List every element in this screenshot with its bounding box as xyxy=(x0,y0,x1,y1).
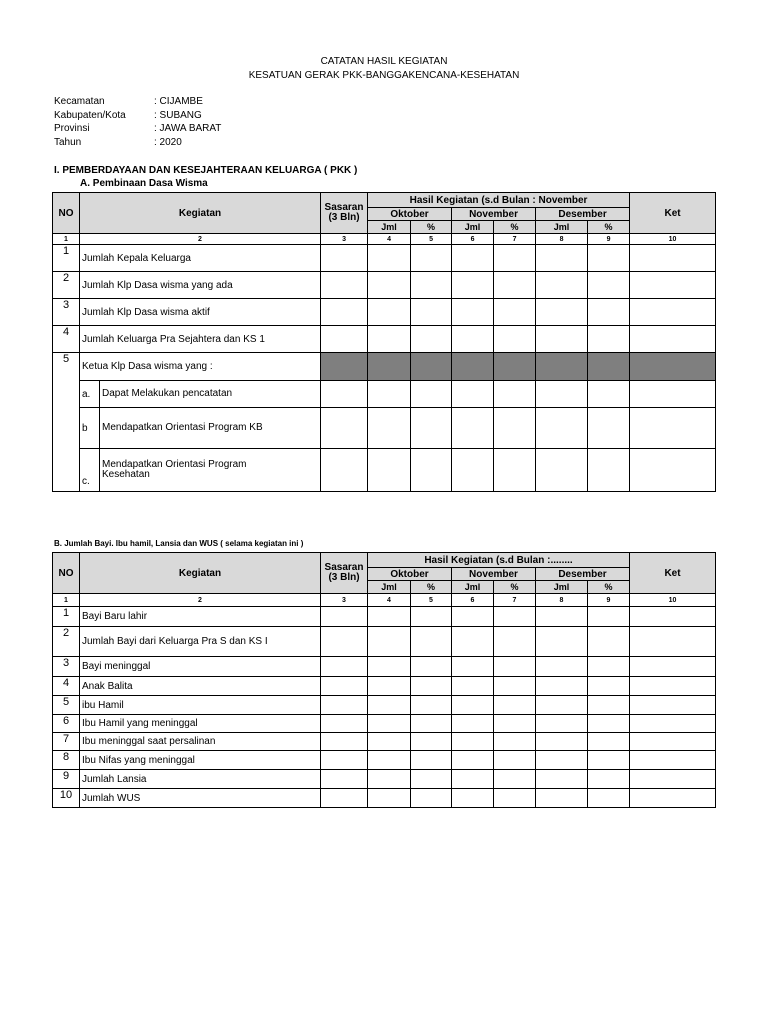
row-kegiatan: ibu Hamil xyxy=(80,696,321,715)
table-row xyxy=(53,627,716,657)
section-i-heading: I. PEMBERDAYAAN DAN KESEJAHTERAAN KELUARGA ( PKK ) xyxy=(54,165,358,176)
header-hasil-kegiatan: Hasil Kegiatan (s.d Bulan :........ xyxy=(368,553,630,568)
table-row xyxy=(53,245,716,272)
subrow-letter: a. xyxy=(80,381,100,408)
section-b-heading: B. Jumlah Bayi. Ibu hamil, Lansia dan WUS ( selama kegiatan ini ) xyxy=(54,539,304,548)
row-kegiatan: Jumlah WUS xyxy=(80,789,321,808)
info-value: : CIJAMBE xyxy=(154,96,203,107)
header-month-november: November xyxy=(452,208,536,221)
column-number: 9 xyxy=(588,234,630,245)
row-number: 5 xyxy=(53,696,80,715)
table-row xyxy=(53,770,716,789)
header-month-desember: Desember xyxy=(536,568,630,581)
column-number: 4 xyxy=(368,234,411,245)
row-number: 2 xyxy=(53,272,80,299)
column-number: 1 xyxy=(53,234,80,245)
row-kegiatan: Ibu Hamil yang meninggal xyxy=(80,715,321,733)
header-month-november: November xyxy=(452,568,536,581)
row-kegiatan: Ketua Klp Dasa wisma yang : xyxy=(80,353,321,381)
header-no: NO xyxy=(53,193,80,234)
header-sasaran: Sasaran (3 Bln) xyxy=(321,553,368,594)
header-percent: % xyxy=(588,221,630,234)
info-label: Tahun xyxy=(54,136,82,148)
row-kegiatan: Jumlah Bayi dari Keluarga Pra S dan KS I xyxy=(80,627,321,657)
info-value: : 2020 xyxy=(154,136,182,148)
column-number: 7 xyxy=(494,594,536,607)
header-percent: % xyxy=(411,581,452,594)
table-subrow xyxy=(53,449,716,492)
row-kegiatan: Ibu meninggal saat persalinan xyxy=(80,733,321,751)
header-sasaran: Sasaran (3 Bln) xyxy=(321,193,368,234)
info-row-kabupaten xyxy=(54,109,354,123)
info-label: Kecamatan xyxy=(54,96,105,107)
row-kegiatan: Ibu Nifas yang meninggal xyxy=(80,751,321,770)
row-kegiatan: Jumlah Kepala Keluarga xyxy=(80,245,321,272)
row-number: 6 xyxy=(53,715,80,733)
header-percent: % xyxy=(494,221,536,234)
subrow-kegiatan: Dapat Melakukan pencatatan xyxy=(100,381,321,408)
document-title: CATATAN HASIL KEGIATAN xyxy=(320,56,448,67)
row-number: 4 xyxy=(53,326,80,353)
column-number: 9 xyxy=(588,594,630,607)
table-row xyxy=(53,715,716,733)
header-percent: % xyxy=(411,221,452,234)
document-subtitle: KESATUAN GERAK PKK-BANGGAKENCANA-KESEHATAN xyxy=(248,70,520,81)
row-number: 8 xyxy=(53,751,80,770)
table-row xyxy=(53,657,716,677)
row-number: 10 xyxy=(53,789,80,808)
header-jml: Jml xyxy=(536,581,588,594)
header-percent: % xyxy=(588,581,630,594)
table-row xyxy=(53,299,716,326)
row-kegiatan: Jumlah Klp Dasa wisma aktif xyxy=(80,299,321,326)
table-row xyxy=(53,751,716,770)
row-number: 9 xyxy=(53,770,80,789)
header-percent: % xyxy=(494,581,536,594)
column-number: 2 xyxy=(80,594,321,607)
header-month-desember: Desember xyxy=(536,208,630,221)
info-row-tahun xyxy=(54,136,354,150)
header-no: NO xyxy=(53,553,80,594)
column-number: 10 xyxy=(630,234,716,245)
table-row xyxy=(53,353,716,381)
column-number: 4 xyxy=(368,594,411,607)
info-value: : JAWA BARAT xyxy=(154,123,222,134)
row-number: 7 xyxy=(53,733,80,751)
column-number: 6 xyxy=(452,234,494,245)
column-number: 8 xyxy=(536,594,588,607)
row-kegiatan: Jumlah Keluarga Pra Sejahtera dan KS 1 xyxy=(80,326,321,353)
table-a-pembinaan-dasa-wisma xyxy=(52,192,716,492)
row-number: 2 xyxy=(53,627,80,657)
header-hasil-kegiatan: Hasil Kegiatan (s.d Bulan : November xyxy=(368,193,630,208)
column-number: 6 xyxy=(452,594,494,607)
table-row xyxy=(53,733,716,751)
header-month-oktober: Oktober xyxy=(368,568,452,581)
info-row-provinsi xyxy=(54,122,354,136)
header-kegiatan: Kegiatan xyxy=(80,193,321,234)
header-jml: Jml xyxy=(452,581,494,594)
header-month-oktober: Oktober xyxy=(368,208,452,221)
header-jml: Jml xyxy=(368,221,411,234)
column-number: 3 xyxy=(321,594,368,607)
subrow-letter: b xyxy=(80,408,100,449)
table-row xyxy=(53,696,716,715)
info-row-kecamatan xyxy=(54,95,354,109)
table-subrow xyxy=(53,408,716,449)
table-row xyxy=(53,789,716,808)
column-number: 10 xyxy=(630,594,716,607)
info-label: Kabupaten/Kota xyxy=(54,109,126,121)
column-number: 7 xyxy=(494,234,536,245)
row-kegiatan: Jumlah Klp Dasa wisma yang ada xyxy=(80,272,321,299)
header-jml: Jml xyxy=(536,221,588,234)
info-block xyxy=(54,95,354,149)
row-kegiatan: Anak Balita xyxy=(80,677,321,696)
row-number: 3 xyxy=(53,299,80,326)
column-number: 5 xyxy=(411,234,452,245)
subrow-kegiatan: Mendapatkan Orientasi Program Kesehatan xyxy=(100,449,321,492)
column-number: 3 xyxy=(321,234,368,245)
table-row xyxy=(53,326,716,353)
subrow-kegiatan: Mendapatkan Orientasi Program KB xyxy=(100,408,321,449)
column-number: 1 xyxy=(53,594,80,607)
row-number: 1 xyxy=(53,607,80,627)
header-ket: Ket xyxy=(630,193,716,234)
row-kegiatan: Jumlah Lansia xyxy=(80,770,321,789)
table-row xyxy=(53,272,716,299)
header-jml: Jml xyxy=(452,221,494,234)
header-ket: Ket xyxy=(630,553,716,594)
table-subrow xyxy=(53,381,716,408)
column-number: 5 xyxy=(411,594,452,607)
section-a-heading: A. Pembinaan Dasa Wisma xyxy=(80,178,208,189)
subrow-letter: c. xyxy=(80,449,100,492)
row-number: 5 xyxy=(53,353,80,492)
row-kegiatan: Bayi Baru lahir xyxy=(80,607,321,627)
row-number: 3 xyxy=(53,657,80,677)
row-number: 1 xyxy=(53,245,80,272)
table-row xyxy=(53,607,716,627)
table-row xyxy=(53,677,716,696)
info-label: Provinsi xyxy=(54,123,90,134)
header-kegiatan: Kegiatan xyxy=(80,553,321,594)
info-value: : SUBANG xyxy=(154,109,202,121)
row-number: 4 xyxy=(53,677,80,696)
header-jml: Jml xyxy=(368,581,411,594)
column-number: 8 xyxy=(536,234,588,245)
column-number: 2 xyxy=(80,234,321,245)
table-b-jumlah-bayi xyxy=(52,552,716,808)
row-kegiatan: Bayi meninggal xyxy=(80,657,321,677)
